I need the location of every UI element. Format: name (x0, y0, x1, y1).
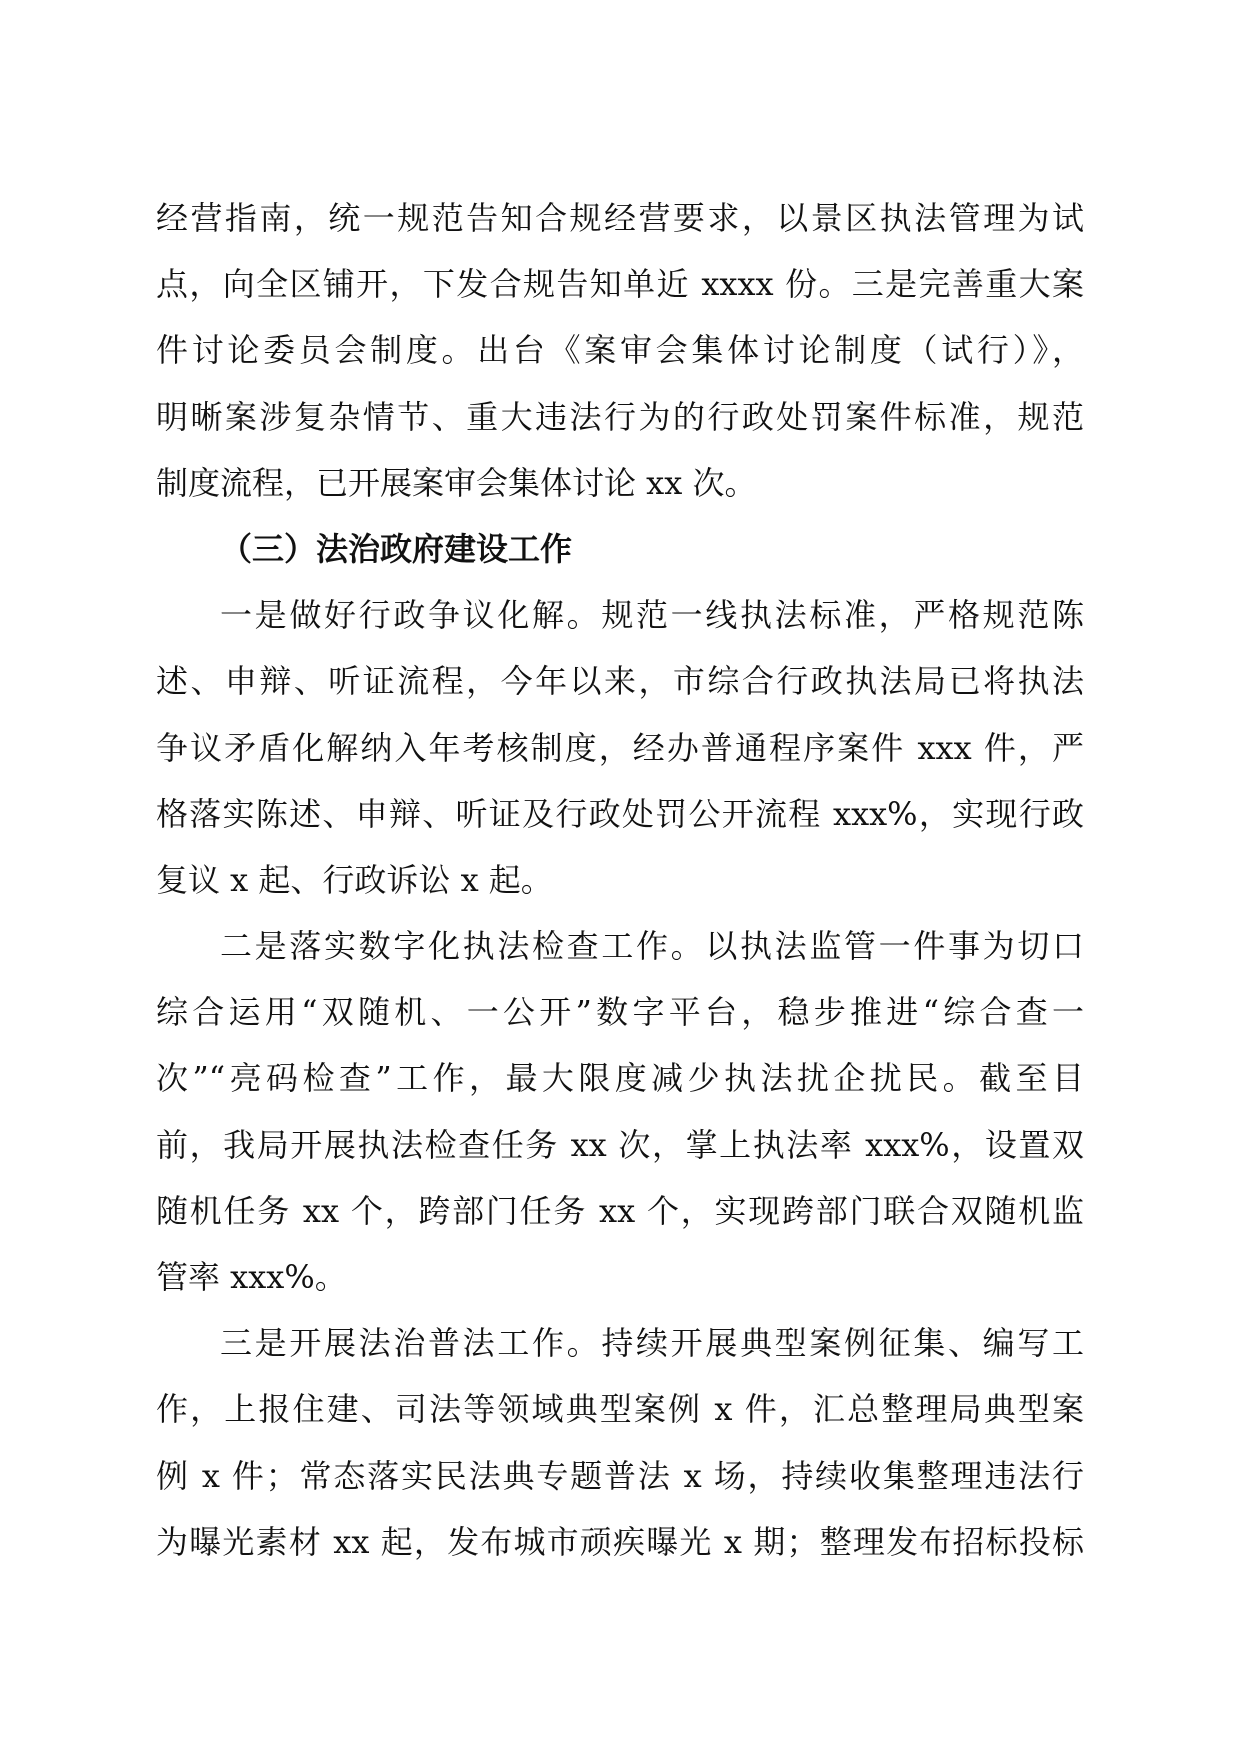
paragraph-dispute-resolution (156, 582, 1084, 913)
paragraph-digital-inspection (156, 913, 1084, 1310)
text-line: 作，上报住建、司法等领域典型案例 x 件，汇总整理局典型案 (156, 1390, 1084, 1429)
text-line: 随机任务 xx 个，跨部门任务 xx 个，实现跨部门联合双随机监 (156, 1191, 1084, 1230)
text-line: 述、申辩、听证流程，今年以来，市综合行政执法局已将执法 (156, 662, 1084, 701)
text-line: 例 x 件；常态落实民法典专题普法 x 场，持续收集整理违法行 (156, 1456, 1084, 1495)
text-line: 一是做好行政争议化解。规范一线执法标准，严格规范陈 (220, 596, 1084, 635)
text-line: 综合运用“双随机、一公开”数字平台，稳步推进“综合查一 (156, 993, 1084, 1032)
text-line: 复议 x 起、行政诉讼 x 起。 (156, 860, 553, 899)
text-line: 三是开展法治普法工作。持续开展典型案例征集、编写工 (220, 1324, 1084, 1363)
text-line: 次”“亮码检查”工作，最大限度减少执法扰企扰民。截至目 (156, 1059, 1084, 1098)
text-line: 经营指南，统一规范告知合规经营要求，以景区执法管理为试 (156, 199, 1084, 237)
section-heading: （三）法治政府建设工作 (220, 529, 573, 568)
text-line: 制度流程，已开展案审会集体讨论 xx 次。 (156, 463, 757, 502)
document-body (156, 185, 1084, 1575)
text-line: 前，我局开展执法检查任务 xx 次，掌上执法率 xxx%，设置双 (156, 1125, 1084, 1164)
paragraph-case-review (156, 185, 1084, 516)
paragraph-law-popularization (156, 1310, 1084, 1575)
text-line: 争议矛盾化解纳入年考核制度，经办普通程序案件 xxx 件，严 (156, 728, 1084, 767)
text-line: 格落实陈述、申辩、听证及行政处罚公开流程 xxx%，实现行政 (156, 794, 1084, 833)
text-line: 件讨论委员会制度。出台《案审会集体讨论制度（试行）》， (156, 331, 1084, 370)
text-line: 点，向全区铺开，下发合规告知单近 xxxx 份。三是完善重大案 (156, 265, 1084, 304)
text-line: 管率 xxx%。 (156, 1258, 347, 1296)
text-line: 为曝光素材 xx 起，发布城市顽疾曝光 x 期；整理发布招标投标 (156, 1522, 1084, 1561)
text-line: 明晰案涉复杂情节、重大违法行为的行政处罚案件标准，规范 (156, 397, 1084, 436)
text-line: 二是落实数字化执法检查工作。以执法监管一件事为切口 (220, 927, 1084, 966)
